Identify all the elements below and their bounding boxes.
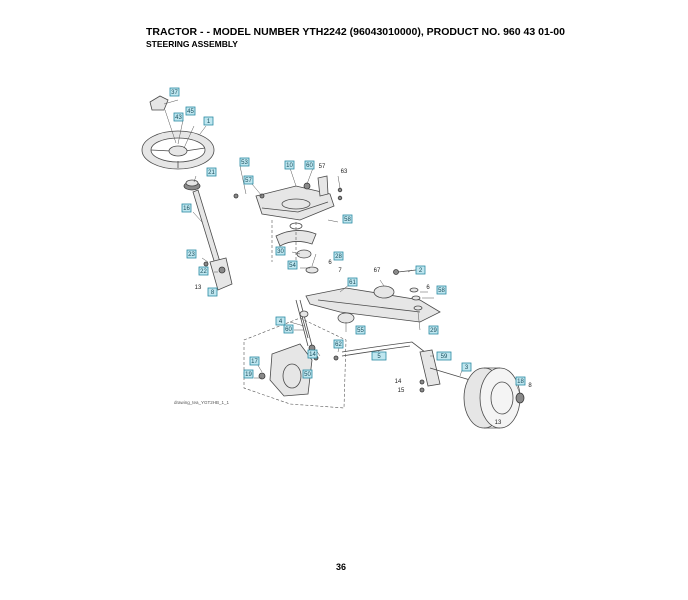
- plain-label: 15: [397, 388, 405, 394]
- page-title: TRACTOR - - MODEL NUMBER YTH2242 (96043010000), PRODUCT NO. 960 43 01-00: [146, 26, 565, 38]
- bracket-upright: [318, 176, 328, 196]
- svg-text:57: 57: [245, 178, 252, 185]
- svg-text:29: 29: [430, 328, 437, 335]
- svg-text:50: 50: [304, 372, 311, 379]
- callout-tag: [276, 247, 285, 255]
- callout-tag: [250, 357, 259, 365]
- callout-tag: [288, 261, 297, 269]
- callout-tag: [462, 363, 471, 371]
- callout-tag: [334, 340, 343, 348]
- svg-text:43: 43: [175, 115, 182, 122]
- plain-label: 57: [318, 164, 326, 170]
- steering-shaft: [193, 190, 220, 264]
- plain-label: 67: [373, 268, 381, 274]
- plain-label: 6: [426, 285, 430, 291]
- plain-label: 13: [194, 285, 202, 291]
- svg-text:22: 22: [200, 269, 207, 276]
- callout-tag: [334, 252, 343, 260]
- steering-cap: [150, 96, 168, 110]
- callout-tag: [240, 158, 249, 166]
- svg-text:8: 8: [210, 290, 215, 297]
- callout-tag: [199, 267, 208, 275]
- svg-text:21: 21: [208, 170, 215, 177]
- callout-tag: [303, 370, 312, 378]
- svg-text:37: 37: [171, 90, 178, 97]
- svg-text:53: 53: [241, 160, 248, 167]
- svg-text:18: 18: [517, 379, 524, 386]
- callout-tag: [305, 161, 314, 169]
- svg-text:14: 14: [309, 352, 316, 359]
- svg-text:17: 17: [251, 359, 258, 366]
- page-number: 36: [336, 562, 347, 572]
- callout-tag: [429, 326, 438, 334]
- plain-label: 8: [528, 383, 532, 389]
- callout-tag: [208, 288, 217, 296]
- svg-text:61: 61: [349, 280, 356, 287]
- callout-tag: [285, 161, 294, 169]
- callout-tag: [244, 176, 253, 184]
- svg-text:3: 3: [464, 365, 469, 372]
- plain-label: 6: [328, 260, 332, 266]
- steering-bearing: [184, 180, 200, 190]
- axle-bolt: [394, 270, 417, 275]
- plain-label: 14: [394, 379, 402, 385]
- svg-text:59: 59: [440, 354, 448, 361]
- page-subtitle: STEERING ASSEMBLY: [146, 39, 238, 49]
- callout-tag: [170, 88, 179, 96]
- svg-text:58: 58: [438, 288, 445, 295]
- svg-text:4: 4: [278, 319, 283, 326]
- svg-text:60: 60: [306, 163, 313, 170]
- front-wheel: [464, 368, 524, 428]
- callout-tag: [276, 317, 285, 325]
- callout-tag: [284, 325, 293, 333]
- svg-text:30: 30: [277, 249, 284, 256]
- plain-label: 63: [340, 169, 348, 175]
- svg-text:54: 54: [289, 263, 296, 270]
- svg-text:1: 1: [206, 119, 211, 126]
- bushing: [297, 250, 318, 273]
- callout-tag: [437, 352, 451, 360]
- drag-link: [296, 300, 315, 351]
- svg-text:23: 23: [188, 252, 195, 259]
- drawing-filename: drawing_tea_YGT2HB_1_1: [174, 400, 230, 405]
- callout-tag: [182, 204, 191, 212]
- callout-tag: [343, 215, 352, 223]
- steering-pinion: [210, 258, 232, 290]
- svg-text:58: 58: [344, 217, 351, 224]
- callout-tag: [437, 286, 446, 294]
- callout-labels: [170, 88, 525, 385]
- svg-text:28: 28: [335, 254, 342, 261]
- svg-text:10: 10: [286, 163, 293, 170]
- svg-text:5: 5: [377, 354, 381, 361]
- callout-tag: [244, 370, 253, 378]
- svg-text:2: 2: [418, 268, 423, 275]
- callout-tag: [174, 113, 183, 121]
- callout-tag: [187, 250, 196, 258]
- svg-text:45: 45: [187, 109, 194, 116]
- plain-label: 13: [494, 420, 502, 426]
- front-axle: [306, 286, 440, 323]
- callout-tag: [416, 266, 425, 274]
- callout-tag: [308, 350, 317, 358]
- callout-tag: [207, 168, 216, 176]
- callout-tag: [204, 117, 213, 125]
- callout-tag: [516, 377, 525, 385]
- steering-wheel: [142, 131, 214, 169]
- callout-tag: [348, 278, 357, 286]
- svg-text:19: 19: [245, 372, 252, 379]
- plain-label: 7: [338, 268, 342, 274]
- svg-text:62: 62: [335, 342, 342, 349]
- callout-tag: [186, 107, 195, 115]
- svg-text:60: 60: [285, 327, 292, 334]
- svg-text:16: 16: [183, 206, 190, 213]
- svg-text:55: 55: [357, 328, 364, 335]
- callout-tag: [372, 352, 386, 360]
- callout-tag: [356, 326, 365, 334]
